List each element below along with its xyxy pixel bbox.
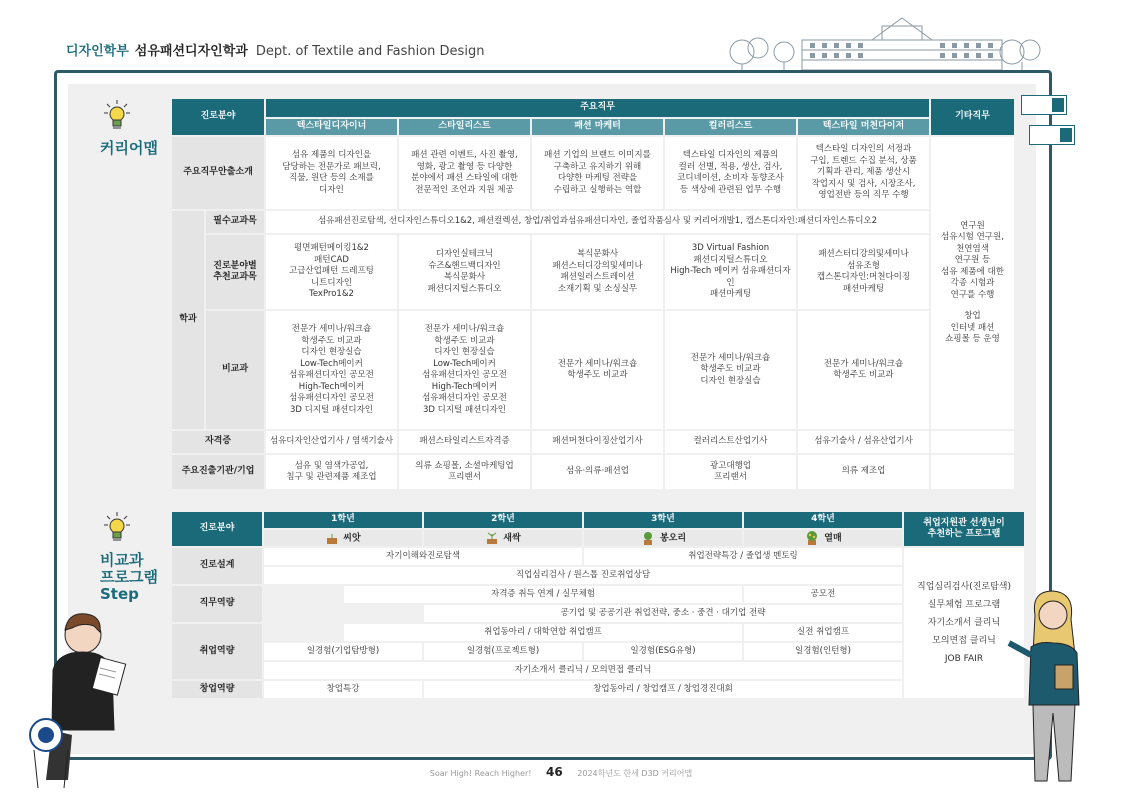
row-label-job-competency: 직무역량: [172, 586, 262, 622]
footer-slogan: Soar High! Reach Higher!: [429, 769, 532, 778]
program-cell: 자기이해와진로탐색: [264, 548, 582, 565]
bud-plant-icon: [640, 531, 656, 545]
major-name-english: Dept. of Textile and Fashion Design: [255, 44, 485, 59]
organization-cell: 섬유·의류·패션업: [532, 455, 663, 489]
career-advisor-illustration: [1005, 585, 1095, 790]
empty-cell: [264, 605, 422, 622]
row-label-department: 학과: [172, 211, 204, 429]
empty-cell: [264, 624, 342, 641]
extracurricular-cell: 전문가 세미나/워크숍 학생주도 비교과: [798, 311, 929, 429]
program-cell: 일경험(ESG유형): [584, 643, 742, 660]
row-label-organizations: 주요진출기관/기업: [172, 455, 264, 489]
empty-cell: [931, 455, 1014, 489]
row-label-recommended-courses: 진로분야별 추천교과목: [206, 235, 264, 309]
recommended-courses-cell: 평면패턴메이킹1&2 패턴CAD 고급산업패턴 드레프팅 니트디자인 TexPro1&2: [266, 235, 397, 309]
extracurricular-cell: 전문가 세미나/워크숍 학생주도 비교과 디자인 현장실습 Low-Tech메이커 섬유패션디자인 공모전 High-Tech메이커 섬유패션디자인 공모전 3D 디지털 패션디자인: [266, 311, 397, 429]
job-intro-cell: 패션 관련 이벤트, 사진 촬영, 영화, 광고 촬영 등 다양한 분야에서 패션 스타일에 대한 전문적인 조언과 지원 제공: [399, 137, 530, 209]
career-map-table: [170, 97, 1016, 491]
organization-cell: 섬유 및 염색가공업, 침구 및 관련제품 제조업: [266, 455, 397, 489]
year-header: 1학년: [264, 512, 422, 528]
job-title: 텍스타일 머천다이저: [798, 119, 929, 135]
job-title: 컬러리스트: [665, 119, 796, 135]
certificate-cell: 섬유기술사 / 섬유산업기사: [798, 431, 929, 453]
stage-label: 봉오리: [659, 533, 687, 544]
page-header: [66, 40, 484, 59]
header-career-path: 진로분야: [172, 99, 264, 135]
page-tab-marker: [1022, 96, 1066, 114]
empty-cell: [264, 586, 342, 603]
job-title: 스타일리스트: [399, 119, 530, 135]
row-label-startup-competency: 창업역량: [172, 681, 262, 698]
department-name: 디자인학부: [66, 44, 129, 59]
program-cell: 일경험(인턴형): [744, 643, 902, 660]
program-cell: 창업동아리 / 창업캠프 / 창업경진대회: [424, 681, 902, 698]
header-recommended-programs: 취업지원관 선생님이 추천하는 프로그램: [904, 512, 1024, 546]
header-other-jobs: 기타직무: [931, 99, 1014, 135]
lightbulb-icon: [104, 512, 130, 542]
program-cell: 자기소개서 클리닉 / 모의면접 클리닉: [264, 662, 902, 679]
certificate-cell: 패션스타일리스트자격증: [399, 431, 530, 453]
organization-cell: 의류 쇼핑몰, 소셜마케팅업 프리랜서: [399, 455, 530, 489]
recommended-program: 직업심리검사(진로탐색): [917, 582, 1011, 592]
year-header: 4학년: [744, 512, 902, 528]
other-job-startup-title: 창업: [964, 311, 981, 321]
program-cell: 취업동아리 / 대학연합 취업캠프: [344, 624, 742, 641]
program-cell: 자격증 취득 연계 / 실무체험: [344, 586, 742, 603]
extracurricular-cell: 전문가 세미나/워크숍 학생주도 비교과 디자인 현장실습: [665, 311, 796, 429]
other-job-startup-desc: 인터넷 패션 쇼핑몰 등 운영: [945, 322, 1000, 344]
other-jobs-cell: [931, 137, 1014, 429]
certificate-cell: 섬유디자인산업기사 / 염색기술사: [266, 431, 397, 453]
stage-cell: [584, 530, 742, 546]
job-intro-cell: 섬유 제품의 디자인을 담당하는 전문가로 패브릭, 직물, 원단 등의 소재를 디자인: [266, 137, 397, 209]
program-cell: 직업심리검사 / 원스톱 진로취업상담: [264, 567, 902, 584]
job-title: 텍스타일디자이너: [266, 119, 397, 135]
header-main-jobs: 주요직무: [266, 99, 929, 117]
recommended-program: 실무체험 프로그램: [927, 600, 1001, 610]
year-header: 3학년: [584, 512, 742, 528]
program-cell: 공모전: [744, 586, 902, 603]
required-courses-cell: 섬유패션진로탐색, 선디자인스튜디오1&2, 패션컬렉션, 창업/취업과섬유패션디자인, 졸업작품심사 및 커리어개발1, 캡스톤디자인:패션디자인스튜디오2: [266, 211, 929, 233]
footer-book-title: 2024학년도 한세 D3D 커리어맵: [577, 769, 693, 778]
job-intro-cell: 텍스타일 디자인의 서정과 구입, 트렌드 수집 분석, 상품 기획과 관리, 제품 생산시 작업지시 및 검사, 시장조사, 영업전반 등의 직무 수행: [798, 137, 929, 209]
program-cell: 창업특강: [264, 681, 422, 698]
stage-cell: [264, 530, 422, 546]
job-title: 패션 마케터: [532, 119, 663, 135]
campus-illustration: [722, 10, 1052, 70]
recommended-courses-cell: 디자인실테크닉 슈즈&핸드백디자인 복식문화사 패션디지털스튜디오: [399, 235, 530, 309]
lightbulb-icon: [104, 100, 130, 130]
extracurricular-cell: 전문가 세미나/워크숍 학생주도 비교과: [532, 311, 663, 429]
recommended-courses-cell: 복식문화사 패션스터디강의및세미나 패션일러스트레이션 소재기획 및 소싱실무: [532, 235, 663, 309]
page-footer: [0, 765, 1122, 779]
organization-cell: 의류 제조업: [798, 455, 929, 489]
stage-label: 열매: [824, 533, 842, 544]
row-label-employment-competency: 취업역량: [172, 624, 262, 679]
job-intro-cell: 텍스타일 디자인의 제품의 컬러 선별, 적용, 생산, 검사, 코디네이션, 소비자 동향조사 등 색상에 관련된 업무 수행: [665, 137, 796, 209]
step-program-table: [170, 510, 1026, 700]
recommended-courses-cell: 3D Virtual Fashion 패션디지털스튜디오 High-Tech 메이커 섬유패션디자인 패션마케팅: [665, 235, 796, 309]
program-cell: 공기업 및 공공기관 취업전략, 중소 · 중견 · 대기업 전략: [424, 605, 902, 622]
extracurricular-cell: 전문가 세미나/워크숍 학생주도 비교과 디자인 현장실습 Low-Tech메이커 섬유패션디자인 공모전 High-Tech메이커 섬유패션디자인 공모전 3D 디지털 패션디자인: [399, 311, 530, 429]
recommended-program: 자기소개서 클리닉: [927, 618, 1001, 628]
page-number: 46: [546, 765, 563, 779]
header-career-path: 진로분야: [172, 512, 262, 546]
seed-icon: [325, 532, 339, 544]
major-name: 섬유패션디자인학과: [134, 44, 248, 59]
year-header: 2학년: [424, 512, 582, 528]
program-cell: 일경험(프로젝트형): [424, 643, 582, 660]
stage-cell: [744, 530, 902, 546]
fruit-tree-icon: [804, 531, 820, 545]
student-reading-illustration: [28, 600, 138, 790]
other-job-research-title: 연구원: [960, 220, 985, 231]
program-cell: 일경험(기업탐방형): [264, 643, 422, 660]
sprout-icon: [485, 532, 499, 544]
other-job-research-desc: 섬유시험 연구원, 천연염색 연구원 등 섬유 제품에 대한 각종 시험과 연구를 수행: [941, 232, 1004, 300]
recommended-program: 모의면접 클리닉: [932, 636, 996, 646]
program-cell: 취업전략특강 / 졸업생 멘토링: [584, 548, 902, 565]
step-heading: [100, 512, 170, 603]
row-label-career-design: 진로설계: [172, 548, 262, 584]
certificate-cell: 컬러리스트산업기사: [665, 431, 796, 453]
step-title: 비교과 프로그램 Step: [100, 551, 158, 603]
page-tab-marker: [1030, 126, 1074, 144]
stage-cell: [424, 530, 582, 546]
stage-label: 새싹: [503, 533, 521, 543]
row-label-extracurricular: 비교과: [206, 311, 264, 429]
recommended-program: JOB FAIR: [944, 654, 984, 664]
certificate-cell: 패션머천다이징산업기사: [532, 431, 663, 453]
row-label-job-intro: 주요직무안출소개: [172, 137, 264, 209]
row-label-certificates: 자격증: [172, 431, 264, 453]
career-map-heading: [100, 100, 170, 157]
career-map-title: 커리어맵: [100, 139, 158, 157]
recommended-courses-cell: 패션스터디강의및세미나 섬유조형 캡스톤디자인:머천다이징 패션마케팅: [798, 235, 929, 309]
program-cell: 실전 취업캠프: [744, 624, 902, 641]
organization-cell: 광고대행업 프리랜서: [665, 455, 796, 489]
row-label-required-courses: 필수교과목: [206, 211, 264, 233]
empty-cell: [931, 431, 1014, 453]
job-intro-cell: 패션 기업의 브랜드 이미지를 구축하고 유지하기 위해 다양한 마케팅 전략을 수립하고 실행하는 역할: [532, 137, 663, 209]
stage-label: 씨앗: [343, 533, 361, 543]
